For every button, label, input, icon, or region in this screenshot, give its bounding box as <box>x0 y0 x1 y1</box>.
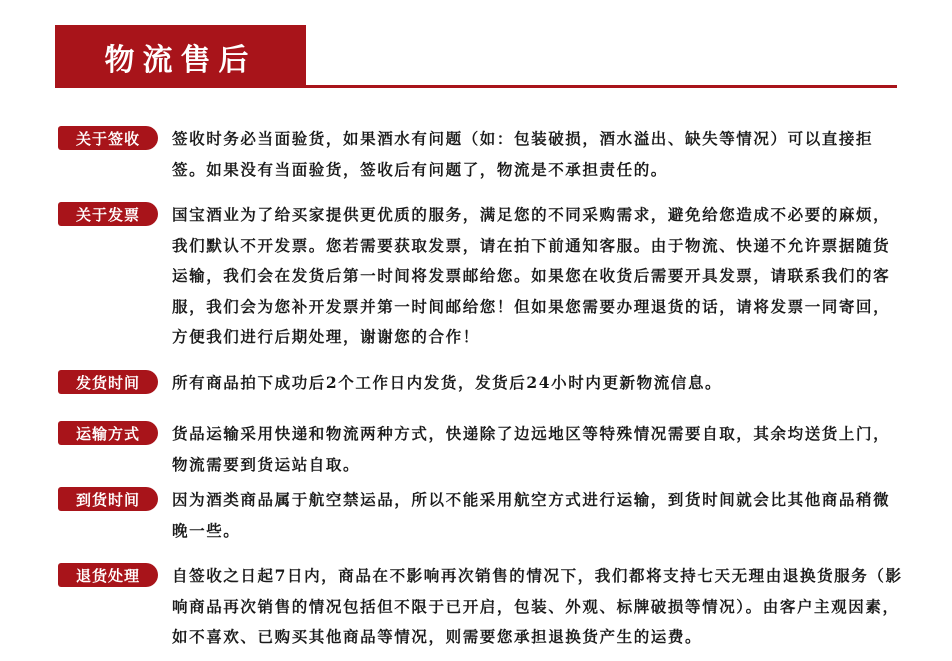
section-text-arrival-time: 因为酒类商品属于航空禁运品，所以不能采用航空方式进行运输，到货时间就会比其他商品稍微晚一些。 <box>172 490 891 540</box>
section-text-invoice: 国宝酒业为了给买家提供更优质的服务，满足您的不同采购需求，避免给您造成不必要的麻烦，我们默认不开发票。您若需要获取发票，请在拍下前通知客服。由于物流、快递不允许票据随货运输，我们会在发货后第一时间将发票邮给您。如果您在收货后需要开具发票，请联系我们的客服，我们会为您补开发票并第一时间邮给您！但如果您需要办理退货的话，请将发票一同寄回，方便我们进行后期处理，谢谢您的合作！ <box>172 205 891 346</box>
page-title-banner <box>55 25 306 88</box>
section-label-transport: 运输方式 <box>58 421 158 445</box>
section-receipt <box>58 124 908 185</box>
section-text-receipt: 签收时务必当面验货，如果酒水有问题（如：包装破损，酒水溢出、缺失等情况）可以直接拒签。如果没有当面验货，签收后有问题了，物流是不承担责任的。 <box>172 129 874 179</box>
section-label-returns: 退货处理 <box>58 563 158 587</box>
section-text-returns: 自签收之日起7日内，商品在不影响再次销售的情况下，我们都将支持七天无理由退换货服务（影响商品再次销售的情况包括但不限于已开启，包装、外观、标牌破损等情况）。由客户主观因素，如不喜欢、已购买其他商品等情况，则需要您承担退换货产生的运费。 <box>172 566 903 646</box>
section-label-arrival-time: 到货时间 <box>58 487 158 511</box>
section-invoice <box>58 200 908 353</box>
section-returns <box>58 561 908 653</box>
section-label-invoice: 关于发票 <box>58 202 158 226</box>
section-label-receipt: 关于签收 <box>58 126 158 150</box>
header-divider <box>55 85 897 88</box>
page-title: 物流售后 <box>104 42 257 78</box>
section-label-shipping-time: 发货时间 <box>58 370 158 394</box>
section-arrival-time <box>58 485 908 546</box>
section-text-shipping-time: 所有商品拍下成功后2个工作日内发货，发货后24小时内更新物流信息。 <box>172 373 723 392</box>
section-transport <box>58 419 908 480</box>
section-shipping-time <box>58 368 908 399</box>
section-text-transport: 货品运输采用快递和物流两种方式，快递除了边远地区等特殊情况需要自取，其余均送货上门，物流需要到货运站自取。 <box>172 424 891 474</box>
